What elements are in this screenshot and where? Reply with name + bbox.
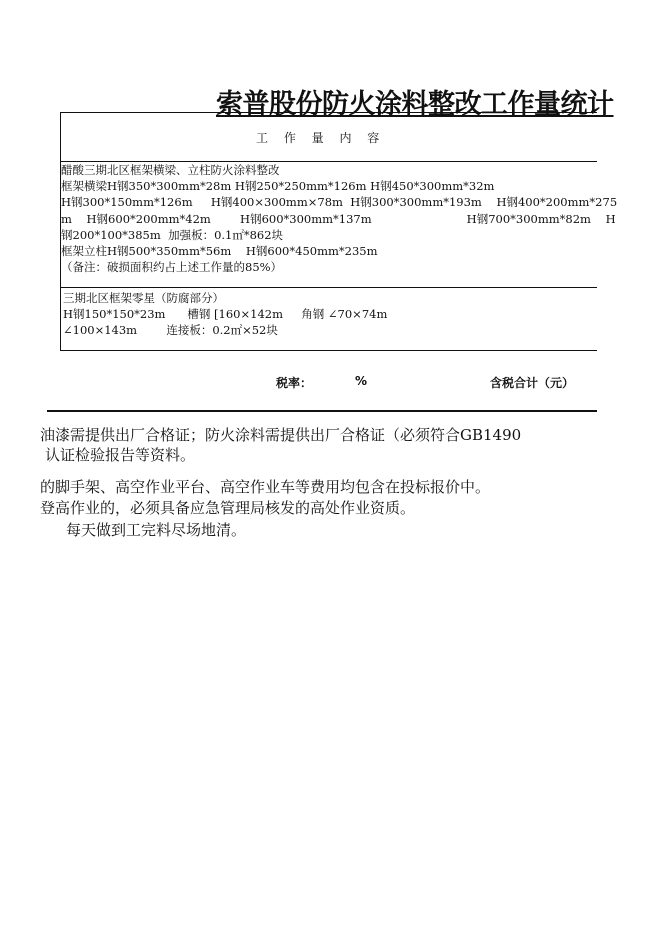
note-line: 认证检验报告等资料。 [45, 446, 196, 464]
document-title: 索普股份防火涂料整改工作量统计 [216, 89, 614, 120]
note-line: 每天做到工完料尽场地清。 [66, 521, 247, 539]
divider [47, 410, 597, 412]
tax-rate-label: 税率： [276, 376, 313, 390]
row-line: 钢200*100*385m 加强板：0.1㎡*862块 [61, 227, 284, 242]
row-line: H钢300*150mm*126m H钢400×300mm×78m H钢300*300mm*193m H钢400*200mm*275 [61, 195, 618, 210]
table-header-row [61, 113, 597, 162]
note-line: 油漆需提供出厂合格证；防火涂料需提供出厂合格证（必须符合GB1490 [40, 426, 522, 444]
row-line: 框架立柱H钢500*350mm*56m H钢600*450mm*235m [61, 244, 378, 259]
workload-table [60, 112, 618, 351]
table-row [61, 288, 597, 350]
row-line: 框架横梁H钢350*300mm*28m H钢250*250mm*126m H钢450*300mm*32m [61, 179, 495, 194]
row-line: ∠100×143m 连接板：0.2㎡×52块 [63, 323, 278, 338]
total-with-tax-label: 含税合计（元） [490, 376, 575, 390]
row-line: 三期北区框架零星（防腐部分） [63, 291, 224, 305]
tax-percent: % [355, 374, 368, 388]
row-line: 醋酸三期北区框架横梁、立柱防火涂料整改 [61, 163, 280, 177]
header-work-content: 工 作 量 内 容 [256, 131, 380, 145]
note-line: 登高作业的，必须具备应急管理局核发的高处作业资质。 [40, 499, 416, 517]
row-line: （备注：破损面积约占上述工作量的85%） [61, 260, 283, 275]
row-line: m H钢600*200mm*42m H钢600*300mm*137m H钢700*300mm*82m H [61, 211, 616, 226]
table-row [61, 161, 618, 288]
row-line: H钢150*150*23m 槽钢 [160×142m 角钢 ∠70×74m [63, 307, 388, 322]
note-line: 的脚手架、高空作业平台、高空作业车等费用均包含在投标报价中。 [40, 478, 491, 496]
